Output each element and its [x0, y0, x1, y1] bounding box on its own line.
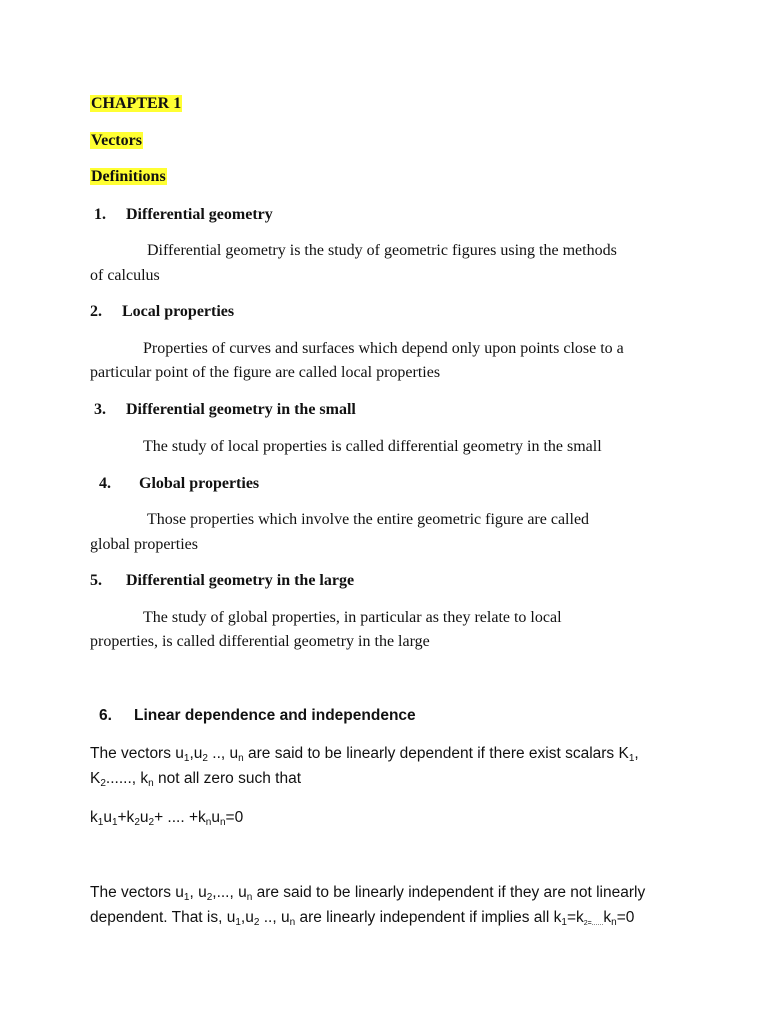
item-heading-1: 1. Differential geometry [94, 206, 273, 223]
item-body-4-line-2: global properties [90, 536, 198, 553]
item-heading-4: 4. Global properties [99, 475, 260, 492]
item-heading-3: 3. Differential geometry in the small [94, 401, 356, 418]
dependence-para-line-2: $K_2$......, $k_n$ not all zero such that [90, 770, 302, 789]
independence-para-line-1: The vectors $u_1$, $u_2$,..., $u_n$ are said to be linearly independent if they are not linearly [90, 884, 646, 903]
item-body-2-line-2: particular point of the figure are called local properties [90, 364, 441, 381]
subsection-heading: Definitions [91, 168, 166, 185]
chapter-heading: CHAPTER 1 [91, 95, 182, 112]
section-heading: Vectors [91, 132, 142, 149]
item-heading-5: 5. Differential geometry in the large [90, 572, 355, 589]
item-body-1-line-2: of calculus [90, 267, 160, 284]
item-body-1-line-1: Differential geometry is the study of geometric figures using the methods [147, 242, 617, 259]
item-heading-6: 6. Linear dependence and independence [99, 707, 416, 724]
item-body-5-line-2: properties, is called differential geometry in the large [90, 633, 430, 650]
item-heading-2: 2. Local properties [90, 303, 235, 320]
item-body-4-line-1: Those properties which involve the entire geometric figure are called [147, 511, 590, 528]
item-body-2-line-1: Properties of curves and surfaces which depend only upon points close to a [143, 340, 624, 357]
dependence-para-line-1: The vectors $u_1,u_2$ .., $u_n$ are said to be linearly dependent if there exist scalars $K_1$, [90, 745, 639, 764]
independence-para-line-2: dependent. That is, $u_1,u_2$ .., $u_n$ are linearly independent if implies all $k_1=k_{2=......}k_n=0$ [90, 909, 635, 928]
dependence-equation: $k_1u_1+k_2u_2+$ .... $+k_nu_n=0$ [90, 809, 244, 828]
item-body-3-line-1: The study of local properties is called differential geometry in the small [143, 438, 602, 455]
item-body-5-line-1: The study of global properties, in particular as they relate to local [143, 609, 562, 626]
